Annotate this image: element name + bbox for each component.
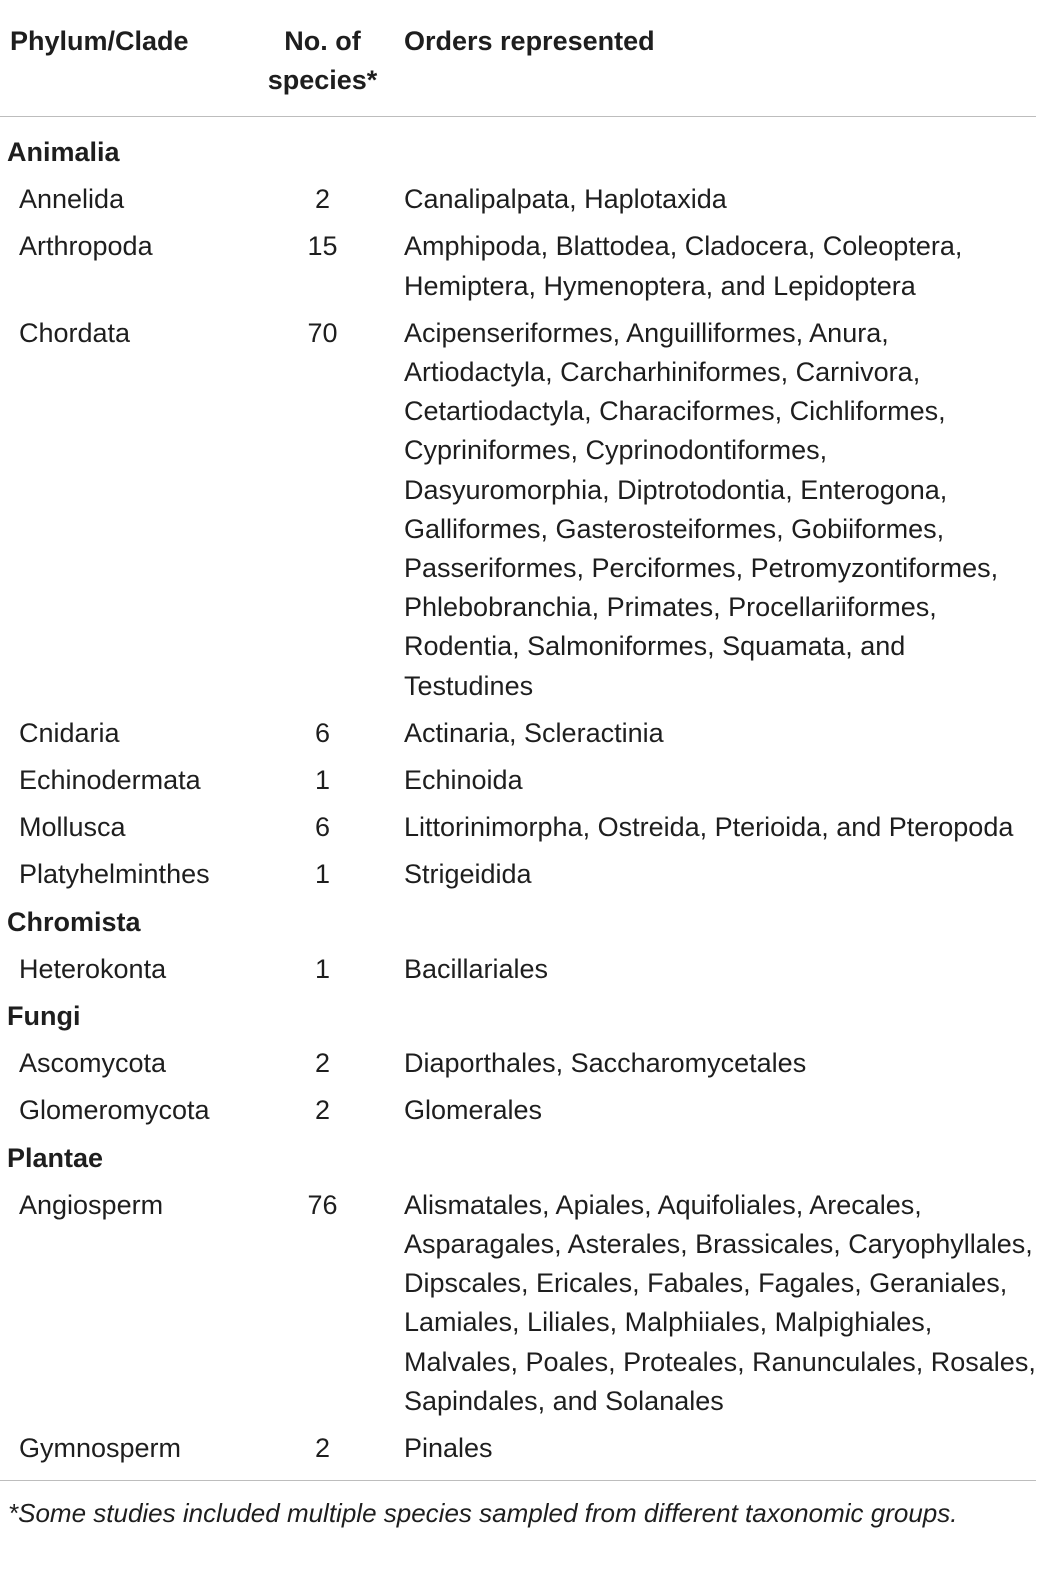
table-body <box>0 117 1036 1481</box>
phylum-name: Angiosperm <box>19 1189 164 1220</box>
phylum-name: Glomeromycota <box>19 1095 210 1126</box>
species-count: 2 <box>314 1433 331 1464</box>
table-row <box>0 851 1036 898</box>
footnote-row <box>0 1481 1036 1532</box>
phylum-name: Gymnosperm <box>19 1433 182 1464</box>
kingdom-label: Fungi <box>7 1001 81 1032</box>
orders-list: Alismatales, Apiales, Aquifoliales, Arecales, Asparagales, Asterales, Brassicales, Caryophyllales, Dipscales, Ericales, Fabales, Fagales, Geraniales, Lamiales, Liliales, Malphiiales, Malpighiales, Malvales, Poales, Proteales, Ranunculales, Rosales, Sapindales, and Solanales <box>404 1189 1036 1416</box>
phylum-name: Cnidaria <box>19 717 120 748</box>
table-row <box>0 1040 1036 1087</box>
phylum-name: Chordata <box>19 317 131 348</box>
species-count: 1 <box>314 953 331 984</box>
species-count: 76 <box>307 1189 338 1220</box>
species-count: 1 <box>314 859 331 890</box>
phylum-name: Platyhelminthes <box>19 859 210 890</box>
table-row <box>0 710 1036 757</box>
kingdom-row-animalia <box>0 117 1036 177</box>
table-row <box>0 757 1036 804</box>
table-row <box>0 223 1036 309</box>
orders-list: Canalipalpata, Haplotaxida <box>404 184 727 215</box>
species-count: 15 <box>307 231 338 262</box>
kingdom-label: Plantae <box>7 1142 104 1173</box>
kingdom-label: Chromista <box>7 906 141 937</box>
table-row <box>0 310 1036 710</box>
header-row <box>0 0 1036 117</box>
species-count: 1 <box>314 765 331 796</box>
orders-list: Littorinimorpha, Ostreida, Pterioida, and Pteropoda <box>404 812 1014 843</box>
header-count-line1: No. of <box>284 26 361 56</box>
species-count: 2 <box>314 184 331 215</box>
phylum-name: Annelida <box>19 184 125 215</box>
orders-list: Diaporthales, Saccharomycetales <box>404 1048 807 1079</box>
header-count-line2: species* <box>267 65 378 95</box>
phylum-name: Ascomycota <box>19 1048 167 1079</box>
phylum-name: Heterokonta <box>19 953 167 984</box>
species-count: 2 <box>314 1095 331 1126</box>
species-count: 6 <box>314 717 331 748</box>
table-row <box>0 1182 1036 1425</box>
phylum-name: Arthropoda <box>19 231 153 262</box>
orders-list: Strigeidida <box>404 859 532 890</box>
header-phylum: Phylum/Clade <box>0 0 245 117</box>
header-orders: Orders represented <box>400 0 1036 117</box>
kingdom-row-plantae <box>0 1135 1036 1182</box>
footnote: *Some studies included multiple species sampled from different taxonomic groups. <box>0 1481 1036 1532</box>
orders-list: Amphipoda, Blattodea, Cladocera, Coleoptera, Hemiptera, Hymenoptera, and Lepidoptera <box>404 231 963 301</box>
header-count <box>245 0 400 117</box>
phylum-name: Echinodermata <box>19 765 201 796</box>
table-row <box>0 176 1036 223</box>
kingdom-label: Animalia <box>7 137 120 167</box>
phylum-name: Mollusca <box>19 812 126 843</box>
orders-list: Pinales <box>404 1433 493 1464</box>
orders-list: Actinaria, Scleractinia <box>404 717 664 748</box>
species-count: 70 <box>307 317 338 348</box>
species-count: 6 <box>314 812 331 843</box>
orders-list: Echinoida <box>404 765 523 796</box>
table-row <box>0 1087 1036 1134</box>
orders-list: Glomerales <box>404 1095 543 1126</box>
kingdom-row-chromista <box>0 899 1036 946</box>
table-row <box>0 946 1036 993</box>
kingdom-row-fungi <box>0 993 1036 1040</box>
orders-list: Acipenseriformes, Anguilliformes, Anura, Artiodactyla, Carcharhiniformes, Carnivora, Cetartiodactyla, Characiformes, Cichliformes, Cypriniformes, Cyprinodontiformes, Dasyuromorphia, Diptrotodontia, Enterogona, Galliformes, Gasterosteiformes, Gobiiformes, Passeriformes, Perciformes, Petromyzontiformes, Phlebobranchia, Primates, Procellariiformes, Rodentia, Salmoniformes, Squamata, and Testudines <box>404 317 999 701</box>
table-header <box>0 0 1036 117</box>
table-row <box>0 1425 1036 1481</box>
species-count: 2 <box>314 1048 331 1079</box>
table-row <box>0 804 1036 851</box>
table-footer <box>0 1481 1036 1532</box>
orders-list: Bacillariales <box>404 953 549 984</box>
